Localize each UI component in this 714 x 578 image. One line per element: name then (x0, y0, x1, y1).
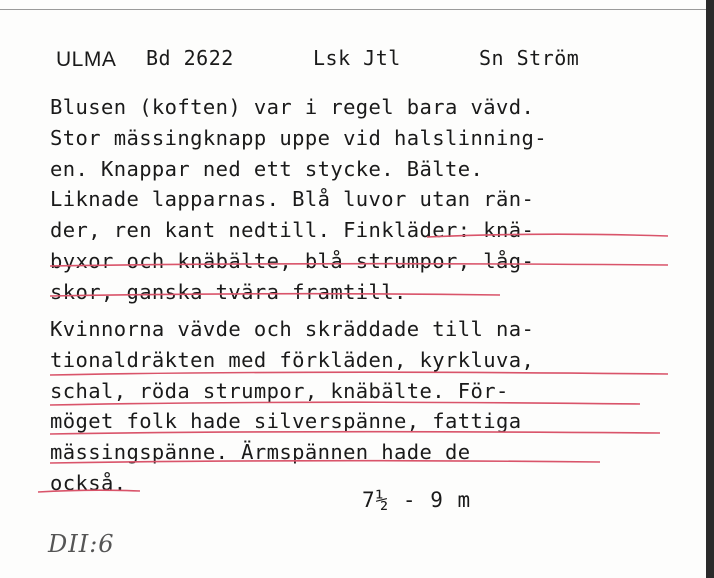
text-line: byxor och knäbälte, blå strumpor, låg- (50, 248, 535, 273)
text-line: Blusen (koften) var i regel bara vävd. (50, 95, 535, 119)
text-line: också. (50, 470, 127, 495)
text-line: der, ren kant nedtill. Finkläder: knä- (50, 218, 535, 243)
province-label: Lsk Jtl (313, 46, 401, 70)
text-line: möget folk hade silverspänne, fattiga (50, 409, 522, 434)
record-code: Bd 2622 (146, 46, 234, 70)
handwritten-reference: DII:6 (48, 530, 115, 558)
text-line: skor, ganska tvära framtill. (50, 279, 407, 304)
measure-range: 7½ - 9 m (362, 488, 472, 512)
text-line: mässingspänne. Ärmspännen hade de (50, 440, 471, 465)
card-right-edge (706, 0, 714, 578)
text-line: tionaldräkten med förkläden, kyrkluva, (50, 347, 535, 372)
parish-label: Sn Ström (479, 46, 580, 70)
archive-label: ULMA (56, 48, 117, 71)
text-line: Liknade lapparnas. Blå luvor utan rän- (50, 187, 535, 212)
paragraph-women-clothing (50, 314, 690, 499)
text-line: Kvinnorna vävde och skräddade till na- (50, 317, 535, 341)
text-line: schal, röda strumpor, knäbälte. För- (50, 378, 509, 403)
text-line: Stor mässingknapp uppe vid halslinning- (50, 125, 547, 150)
paragraph-men-clothing (50, 92, 690, 308)
text-line: en. Knappar ned ett stycke. Bälte. (50, 156, 484, 181)
top-border-line (0, 9, 714, 10)
